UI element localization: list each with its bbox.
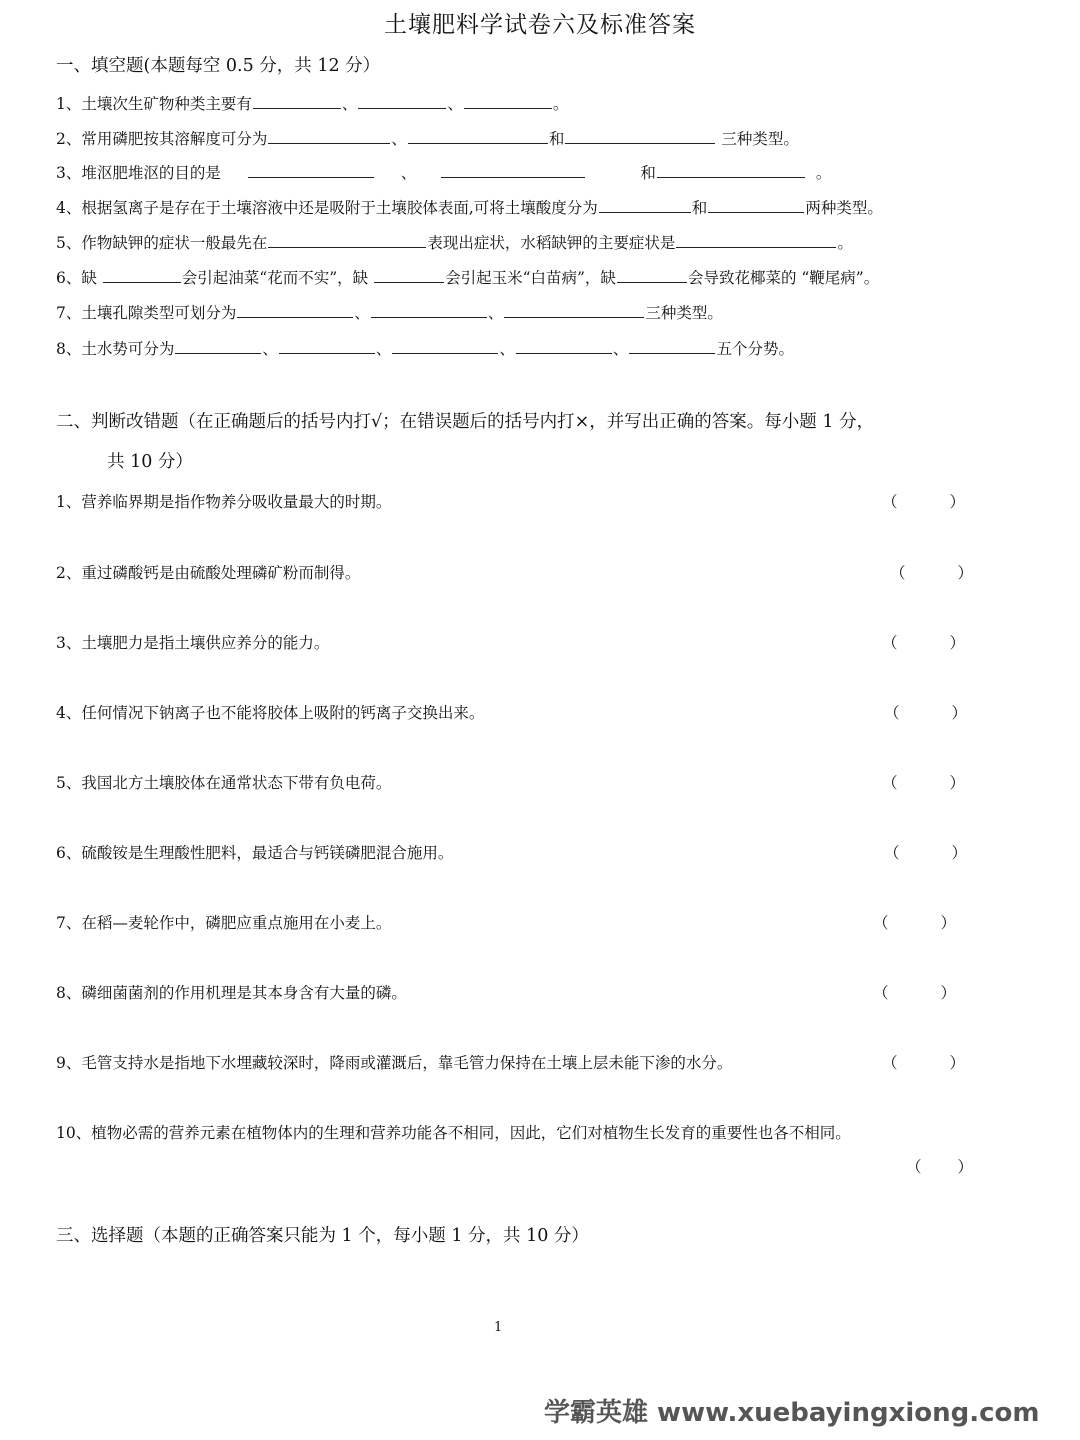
answer-parentheses: （ ） bbox=[884, 704, 968, 722]
fill-text: 8、土水势可分为 bbox=[56, 340, 175, 358]
fill-text: 、 bbox=[400, 164, 417, 182]
fill-text: 和 bbox=[548, 130, 565, 148]
tf-question-6: 6、硫酸铵是生理酸性肥料，最适合与钙镁磷肥混合施用。 bbox=[56, 844, 454, 862]
fill-text: 、 bbox=[375, 340, 392, 358]
answer-blank bbox=[103, 267, 181, 283]
section2-heading-line2: 共 10 分） bbox=[107, 452, 193, 472]
fill-text: 。 bbox=[837, 234, 853, 252]
fill-text: 会引起油菜“花而不实”，缺 bbox=[181, 269, 374, 287]
answer-parentheses: （ ） bbox=[873, 984, 957, 1002]
fill-item-2 bbox=[56, 127, 799, 149]
answer-blank bbox=[629, 338, 715, 354]
answer-blank bbox=[279, 338, 375, 354]
tf-question-4: 4、任何情况下钠离子也不能将胶体上吸附的钙离子交换出来。 bbox=[56, 704, 485, 722]
answer-blank bbox=[268, 232, 426, 248]
fill-text: 。 bbox=[815, 164, 832, 182]
answer-blank bbox=[374, 267, 444, 283]
tf-question-9: 9、毛管支持水是指地下水埋藏较深时，降雨或灌溉后，靠毛管力保持在土壤上层未能下渗的水分。 bbox=[56, 1054, 733, 1072]
answer-parentheses: （ ） bbox=[890, 564, 974, 582]
fill-text: 6、缺 bbox=[56, 269, 102, 287]
answer-blank bbox=[358, 93, 446, 109]
fill-text: 五个分势。 bbox=[716, 340, 794, 358]
fill-text: 3、堆沤肥堆沤的目的是 bbox=[56, 164, 221, 182]
section2-heading bbox=[56, 402, 1036, 482]
answer-parentheses: （ ） bbox=[882, 1054, 966, 1072]
fill-item-6 bbox=[56, 266, 879, 288]
tf-question-7: 7、在稻—麦轮作中，磷肥应重点施用在小麦上。 bbox=[56, 914, 392, 932]
answer-blank bbox=[253, 93, 341, 109]
section1-heading: 一、填空题(本题每空 0.5 分，共 12 分） bbox=[56, 56, 381, 76]
tf-question-8: 8、磷细菌菌剂的作用机理是其本身含有大量的磷。 bbox=[56, 984, 407, 1002]
fill-text: 、 bbox=[447, 95, 463, 113]
fill-text: 、 bbox=[487, 304, 504, 322]
tf-question-5: 5、我国北方土壤胶体在通常状态下带有负电荷。 bbox=[56, 774, 392, 792]
answer-blank bbox=[617, 267, 687, 283]
fill-text: 和 bbox=[691, 199, 708, 217]
answer-blank bbox=[268, 128, 390, 144]
fill-item-8 bbox=[56, 337, 794, 359]
fill-text: 1、土壤次生矿物种类主要有 bbox=[56, 95, 252, 113]
answer-parentheses: （ ） bbox=[906, 1158, 974, 1176]
fill-text: 、 bbox=[354, 304, 370, 322]
answer-blank bbox=[657, 162, 805, 178]
fill-text: 会引起玉米“白苗病”，缺 bbox=[445, 269, 616, 287]
fill-text: 、 bbox=[262, 340, 278, 358]
fill-text: 7、土壤孔隙类型可划分为 bbox=[56, 304, 237, 322]
fill-text: 两种类型。 bbox=[805, 199, 883, 217]
fill-item-7 bbox=[56, 301, 723, 323]
section2-heading-line1: 二、判断改错题（在正确题后的括号内打√；在错误题后的括号内打×，并写出正确的答案。每小题 1 分， bbox=[56, 412, 875, 432]
fill-item-4 bbox=[56, 196, 883, 218]
tf-question-1: 1、营养临界期是指作物养分吸收量最大的时期。 bbox=[56, 493, 392, 511]
fill-text: 、 bbox=[612, 340, 629, 358]
fill-item-1 bbox=[56, 92, 568, 114]
fill-text: 会导致花椰菜的 “鞭尾病”。 bbox=[687, 269, 880, 287]
watermark: 学霸英雄 www.xuebayingxiong.com bbox=[544, 1398, 1040, 1428]
answer-blank bbox=[708, 197, 804, 213]
answer-blank bbox=[408, 128, 548, 144]
answer-blank bbox=[504, 302, 644, 318]
page-number: 1 bbox=[494, 1320, 503, 1335]
section3-heading: 三、选择题（本题的正确答案只能为 1 个，每小题 1 分，共 10 分） bbox=[56, 1226, 589, 1246]
answer-blank bbox=[516, 338, 612, 354]
answer-blank bbox=[565, 128, 715, 144]
tf-question-2: 2、重过磷酸钙是由硫酸处理磷矿粉而制得。 bbox=[56, 564, 361, 582]
answer-blank bbox=[599, 197, 691, 213]
fill-text: 、 bbox=[391, 130, 407, 148]
fill-text: 和 bbox=[640, 164, 656, 182]
answer-parentheses: （ ） bbox=[873, 914, 957, 932]
answer-parentheses: （ ） bbox=[882, 493, 966, 511]
answer-blank bbox=[248, 162, 374, 178]
fill-text: 2、常用磷肥按其溶解度可分为 bbox=[56, 130, 268, 148]
fill-text: 、 bbox=[499, 340, 515, 358]
fill-text: 5、作物缺钾的症状一般最先在 bbox=[56, 234, 268, 252]
tf-question-10: 10、植物必需的营养元素在植物体内的生理和营养功能各不相同，因此，它们对植物生长发育的重要性也各不相同。 bbox=[56, 1124, 851, 1142]
answer-blank bbox=[237, 302, 353, 318]
fill-text: 表现出症状，水稻缺钾的主要症状是 bbox=[427, 234, 676, 252]
tf-question-3: 3、土壤肥力是指土壤供应养分的能力。 bbox=[56, 634, 330, 652]
page-title: 土壤肥料学试卷六及标准答案 bbox=[384, 12, 696, 38]
answer-parentheses: （ ） bbox=[882, 634, 966, 652]
answer-parentheses: （ ） bbox=[882, 774, 966, 792]
answer-blank bbox=[676, 232, 836, 248]
answer-blank bbox=[441, 162, 585, 178]
fill-text: 三种类型。 bbox=[645, 304, 723, 322]
fill-text: 、 bbox=[341, 95, 358, 113]
fill-text: 。 bbox=[552, 95, 569, 113]
fill-text: 三种类型。 bbox=[716, 130, 799, 148]
fill-item-3 bbox=[56, 161, 831, 183]
fill-text: 4、根据氢离子是存在于土壤溶液中还是吸附于土壤胶体表面,可将土壤酸度分为 bbox=[56, 199, 598, 217]
answer-blank bbox=[392, 338, 498, 354]
fill-item-5 bbox=[56, 231, 853, 253]
answer-blank bbox=[371, 302, 487, 318]
answer-blank bbox=[464, 93, 552, 109]
answer-parentheses: （ ） bbox=[884, 844, 968, 862]
answer-blank bbox=[175, 338, 261, 354]
